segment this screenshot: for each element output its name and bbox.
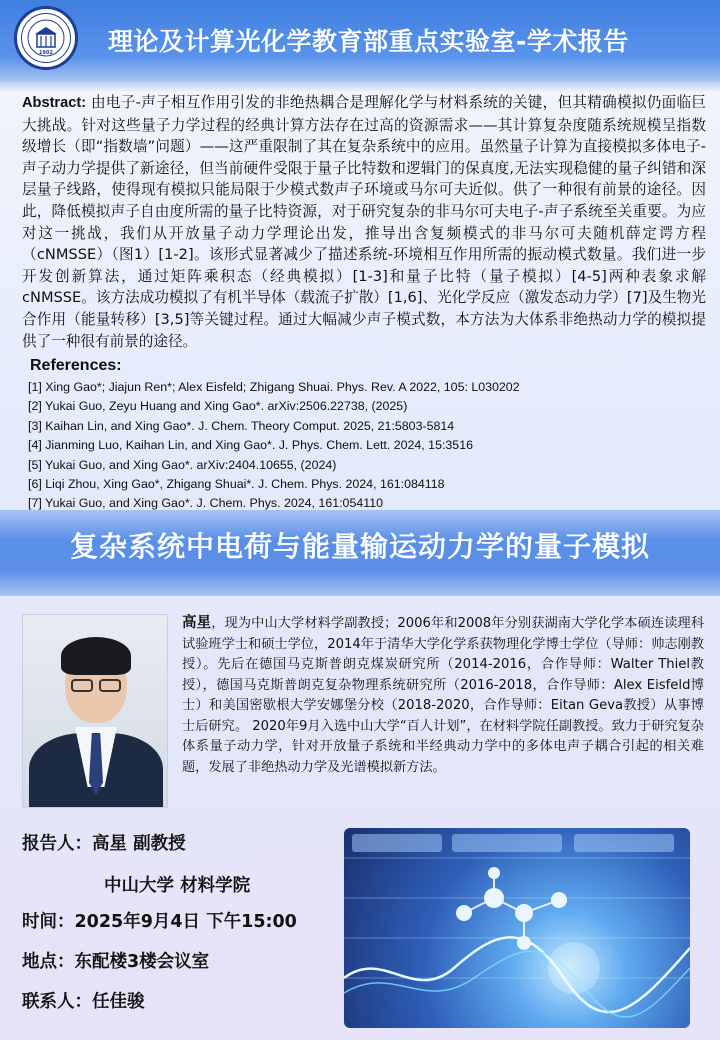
svg-text:1902: 1902 (39, 50, 53, 56)
speaker-bio (182, 613, 704, 778)
reference-item: [4] Jianming Luo, Kaihan Lin, and Xing Gao*. J. Phys. Chem. Lett. 2024, 15:3516 (28, 438, 473, 453)
reference-item: [5] Yukai Guo, and Xing Gao*. arXiv:2404.10655, (2024) (28, 457, 337, 472)
bio-text: ，现为中山大学材料学副教授；2006年和2008年分别获湖南大学化学本硕连读理科试验班学士和硕士学位，2014年于清华大学化学系获物理化学博士学位（导师：帅志刚教授）。先后在德国马克斯普朗克煤炭研究所（2014-2016，合作导师：Walter Thiel教授），德国马克斯普朗克复杂物理系统研究所（2016-2018，合作导师：Alex Eisfeld博士）和美国密歇根大学安娜堡分校（2018-2020，合作导师：Eitan Geva教授）从事博士后研究。 2020年9月入选中山大学“百人计划”，在材料学院任副教授。致力于研究复杂体系量子动力学，针对开放量子系统和半经典动力学中的多体电声子耦合引起的相关难题，发展了非绝热动力学及光谱模拟新方法。 (182, 616, 705, 775)
molecule-wave-icon (344, 828, 690, 1028)
talk-time: 时间：2025年9月4日 下午15:00 (22, 912, 297, 932)
references-list (28, 378, 708, 514)
reference-item: [1] Xing Gao*; Jiajun Ren*; Alex Eisfeld; Zhigang Shuai. Phys. Rev. A 2022, 105: L030202 (28, 380, 520, 394)
speaker-info: 报告人：高星 副教授 (22, 834, 186, 854)
reference-item: [7] Yukai Guo, and Xing Gao*. J. Chem. Phys. 2024, 161:054110 (28, 496, 383, 511)
talk-title: 复杂系统中电荷与能量输运动力学的量子模拟 (69, 530, 650, 563)
page-title: 理论及计算光化学教育部重点实验室-学术报告 (108, 27, 629, 56)
abstract-section (22, 92, 706, 352)
talk-place: 地点：东配楼3楼会议室 (22, 952, 210, 972)
reference-item: [3] Kaihan Lin, and Xing Gao*. J. Chem. Theory Comput. 2025, 21:5803-5814 (28, 418, 455, 433)
abstract-text: 由电子-声子相互作用引发的非绝热耦合是理解化学与材料系统的关键，但其精确模拟仍面临巨大挑战。针对这些量子力学过程的经典计算方法存在过高的资源需求——其计算复杂度随系统规模呈指数级增长（即“指数墙”问题）——这严重限制了其在复杂系统中的应用。虽然量子计算为直接模拟多体电子-声子动力学提供了新途径，但当前硬件受限于量子比特数和逻辑门的保真度,无法实现稳健的量子纠错和深层量子线路，使得现有模拟只能局限于少模式数声子环境或马尔可夫近似。供了一种很有前景的途径。因此，降低模拟声子自由度所需的量子比特资源，对于研究复杂的非马尔可夫电子-声子系统至关重要。为应对这一挑战，我们从开放量子动力学理论出发，推导出含复频模式的非马尔可夫随机薛定谔方程（cNMSSE）（图1）[1-2]。该形式显著减少了描述系统-环境相互作用所需的振动模式数量。我们进一步开发创新算法，通过矩阵乘积态（经典模拟）[1-3]和量子比特（量子模拟）[4-5]两种表象求解cNMSSE。该方法成功模拟了有机半导体（载流子扩散）[1,6]、光化学反应（激发态动力学）[7]及生物光合作用（能量转移）[3,5]等关键过程。通过大幅减少声子模式数，本方法为大体系非绝热动力学的模拟提供了一种很有前景的途径。 (22, 94, 706, 350)
reference-item: [2] Yukai Guo, Zeyu Huang and Xing Gao*. arXiv:2506.22738, (2025) (28, 399, 408, 414)
speaker-photo (22, 614, 168, 808)
speaker-affiliation: 中山大学 材料学院 (104, 876, 251, 896)
photo-glasses (71, 679, 93, 692)
logo-emblem-icon (21, 13, 71, 63)
photo-glasses (99, 679, 121, 692)
references-title: References: (30, 357, 122, 374)
quantum-illustration (344, 828, 690, 1028)
logo-building-icon (26, 18, 66, 58)
photo-hair (61, 637, 131, 675)
university-logo (14, 6, 78, 70)
speaker-name: 高星 (182, 615, 212, 631)
contact-person: 联系人：任佳骏 (22, 992, 145, 1012)
reference-item: [6] Liqi Zhou, Xing Gao*, Zhigang Shuai*. J. Chem. Phys. 2024, 161:084118 (28, 477, 445, 492)
abstract-label: Abstract: (22, 95, 87, 111)
